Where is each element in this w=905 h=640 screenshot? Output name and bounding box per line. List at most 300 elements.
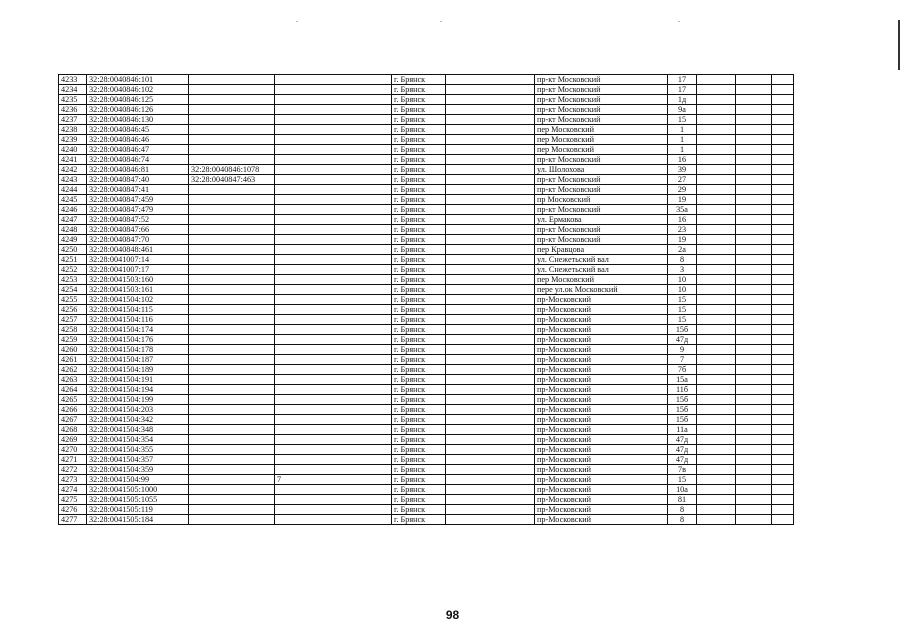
house-number-cell: 11а	[668, 425, 697, 435]
extra-cell	[275, 275, 392, 285]
extra-cell	[275, 85, 392, 95]
cadastral-number-cell: 32:28:0040847:66	[87, 225, 189, 235]
cadastral-number-cell: 32:28:0040846:126	[87, 105, 189, 115]
row-number-cell: 4266	[59, 405, 87, 415]
scan-edge-rule	[898, 20, 900, 70]
street-cell: пр-Московский	[535, 495, 668, 505]
empty-cell	[697, 165, 736, 175]
row-number-cell: 4245	[59, 195, 87, 205]
cadastral-number-cell: 32:28:0040847:70	[87, 235, 189, 245]
empty-cell	[736, 275, 772, 285]
previous-cadastral-cell	[189, 335, 275, 345]
empty-cell	[772, 275, 794, 285]
table-row	[59, 505, 794, 515]
row-number-cell: 4251	[59, 255, 87, 265]
city-cell: г. Брянск	[392, 445, 446, 455]
previous-cadastral-cell	[189, 425, 275, 435]
house-number-cell: 16	[668, 155, 697, 165]
empty-cell	[697, 245, 736, 255]
house-number-cell: 39	[668, 165, 697, 175]
extra-cell	[275, 195, 392, 205]
empty-cell	[772, 435, 794, 445]
street-cell: пр-кт Московский	[535, 175, 668, 185]
house-number-cell: 17	[668, 75, 697, 85]
city-cell: г. Брянск	[392, 305, 446, 315]
empty-cell	[697, 335, 736, 345]
cadastral-number-cell: 32:28:0040846:101	[87, 75, 189, 85]
house-number-cell: 17	[668, 85, 697, 95]
cadastral-number-cell: 32:28:0040846:81	[87, 165, 189, 175]
scan-artifact	[440, 21, 442, 22]
empty-cell	[697, 305, 736, 315]
empty-cell	[772, 255, 794, 265]
extra-cell	[275, 325, 392, 335]
empty-cell	[697, 185, 736, 195]
previous-cadastral-cell	[189, 495, 275, 505]
city-cell: г. Брянск	[392, 455, 446, 465]
street-cell: ул. Ермакова	[535, 215, 668, 225]
cadastral-number-cell: 32:28:0041505:1055	[87, 495, 189, 505]
empty-cell	[697, 495, 736, 505]
cadastral-number-cell: 32:28:0041504:203	[87, 405, 189, 415]
city-cell: г. Брянск	[392, 75, 446, 85]
empty-cell	[736, 355, 772, 365]
empty-cell	[772, 285, 794, 295]
city-cell: г. Брянск	[392, 125, 446, 135]
street-cell: пр-Московский	[535, 335, 668, 345]
empty-cell	[772, 125, 794, 135]
extra-cell	[275, 225, 392, 235]
extra-cell	[275, 135, 392, 145]
previous-cadastral-cell	[189, 205, 275, 215]
row-number-cell: 4273	[59, 475, 87, 485]
previous-cadastral-cell	[189, 305, 275, 315]
extra-cell	[275, 395, 392, 405]
row-number-cell: 4274	[59, 485, 87, 495]
house-number-cell: 15	[668, 315, 697, 325]
district-cell	[446, 85, 535, 95]
empty-cell	[697, 285, 736, 295]
extra-cell	[275, 495, 392, 505]
empty-cell	[772, 265, 794, 275]
table-row	[59, 85, 794, 95]
street-cell: пер Московский	[535, 275, 668, 285]
empty-cell	[772, 415, 794, 425]
extra-cell	[275, 485, 392, 495]
table-row	[59, 385, 794, 395]
city-cell: г. Брянск	[392, 405, 446, 415]
street-cell: пр-кт Московский	[535, 235, 668, 245]
empty-cell	[697, 315, 736, 325]
empty-cell	[772, 105, 794, 115]
row-number-cell: 4253	[59, 275, 87, 285]
extra-cell	[275, 365, 392, 375]
empty-cell	[736, 375, 772, 385]
district-cell	[446, 395, 535, 405]
street-cell: пр-Московский	[535, 475, 668, 485]
previous-cadastral-cell	[189, 125, 275, 135]
empty-cell	[736, 265, 772, 275]
city-cell: г. Брянск	[392, 95, 446, 105]
city-cell: г. Брянск	[392, 475, 446, 485]
empty-cell	[736, 165, 772, 175]
table-row	[59, 335, 794, 345]
table-row	[59, 375, 794, 385]
extra-cell	[275, 465, 392, 475]
table-row	[59, 245, 794, 255]
empty-cell	[772, 85, 794, 95]
row-number-cell: 4272	[59, 465, 87, 475]
table-row	[59, 485, 794, 495]
empty-cell	[772, 365, 794, 375]
empty-cell	[697, 465, 736, 475]
previous-cadastral-cell	[189, 355, 275, 365]
empty-cell	[772, 175, 794, 185]
empty-cell	[697, 325, 736, 335]
cadastral-number-cell: 32:28:0040847:40	[87, 175, 189, 185]
row-number-cell: 4271	[59, 455, 87, 465]
empty-cell	[697, 385, 736, 395]
empty-cell	[697, 155, 736, 165]
cadastral-number-cell: 32:28:0041504:357	[87, 455, 189, 465]
previous-cadastral-cell	[189, 345, 275, 355]
street-cell: пр-Московский	[535, 485, 668, 495]
empty-cell	[772, 345, 794, 355]
house-number-cell: 47д	[668, 455, 697, 465]
previous-cadastral-cell	[189, 85, 275, 95]
empty-cell	[736, 195, 772, 205]
row-number-cell: 4252	[59, 265, 87, 275]
house-number-cell: 27	[668, 175, 697, 185]
cadastral-number-cell: 32:28:0040846:130	[87, 115, 189, 125]
street-cell: пр-Московский	[535, 325, 668, 335]
row-number-cell: 4262	[59, 365, 87, 375]
table-row	[59, 235, 794, 245]
empty-cell	[736, 445, 772, 455]
table-row	[59, 215, 794, 225]
cadastral-number-cell: 32:28:0041504:191	[87, 375, 189, 385]
district-cell	[446, 165, 535, 175]
empty-cell	[697, 255, 736, 265]
district-cell	[446, 125, 535, 135]
empty-cell	[736, 515, 772, 525]
city-cell: г. Брянск	[392, 495, 446, 505]
table-body	[59, 75, 794, 525]
empty-cell	[697, 235, 736, 245]
empty-cell	[697, 395, 736, 405]
table-row	[59, 285, 794, 295]
extra-cell	[275, 185, 392, 195]
city-cell: г. Брянск	[392, 285, 446, 295]
empty-cell	[772, 515, 794, 525]
street-cell: пр-Московский	[535, 435, 668, 445]
row-number-cell: 4263	[59, 375, 87, 385]
house-number-cell: 16	[668, 215, 697, 225]
house-number-cell: 10а	[668, 485, 697, 495]
empty-cell	[697, 95, 736, 105]
row-number-cell: 4259	[59, 335, 87, 345]
previous-cadastral-cell	[189, 505, 275, 515]
table-row	[59, 405, 794, 415]
empty-cell	[736, 335, 772, 345]
house-number-cell: 29	[668, 185, 697, 195]
row-number-cell: 4265	[59, 395, 87, 405]
district-cell	[446, 335, 535, 345]
cadastral-number-cell: 32:28:0041504:354	[87, 435, 189, 445]
extra-cell	[275, 505, 392, 515]
street-cell: пр-Московский	[535, 515, 668, 525]
empty-cell	[697, 225, 736, 235]
empty-cell	[736, 505, 772, 515]
empty-cell	[697, 405, 736, 415]
district-cell	[446, 205, 535, 215]
house-number-cell: 1д	[668, 95, 697, 105]
street-cell: пр-Московский	[535, 375, 668, 385]
previous-cadastral-cell	[189, 185, 275, 195]
empty-cell	[736, 175, 772, 185]
cadastral-number-cell: 32:28:0041504:99	[87, 475, 189, 485]
empty-cell	[772, 475, 794, 485]
street-cell: пр-Московский	[535, 425, 668, 435]
empty-cell	[736, 235, 772, 245]
empty-cell	[736, 345, 772, 355]
cadastral-number-cell: 32:28:0040846:102	[87, 85, 189, 95]
house-number-cell: 8	[668, 515, 697, 525]
table-row	[59, 115, 794, 125]
cadastral-number-cell: 32:28:0041007:14	[87, 255, 189, 265]
extra-cell	[275, 515, 392, 525]
cadastral-number-cell: 32:28:0040846:74	[87, 155, 189, 165]
previous-cadastral-cell	[189, 395, 275, 405]
district-cell	[446, 495, 535, 505]
district-cell	[446, 95, 535, 105]
district-cell	[446, 235, 535, 245]
cadastral-number-cell: 32:28:0041504:116	[87, 315, 189, 325]
empty-cell	[736, 135, 772, 145]
district-cell	[446, 145, 535, 155]
previous-cadastral-cell	[189, 235, 275, 245]
empty-cell	[772, 325, 794, 335]
table-row	[59, 435, 794, 445]
city-cell: г. Брянск	[392, 265, 446, 275]
city-cell: г. Брянск	[392, 195, 446, 205]
empty-cell	[736, 475, 772, 485]
empty-cell	[697, 485, 736, 495]
district-cell	[446, 405, 535, 415]
city-cell: г. Брянск	[392, 225, 446, 235]
table-row	[59, 205, 794, 215]
previous-cadastral-cell	[189, 475, 275, 485]
house-number-cell: 7в	[668, 465, 697, 475]
cadastral-number-cell: 32:28:0041504:174	[87, 325, 189, 335]
empty-cell	[772, 295, 794, 305]
extra-cell	[275, 305, 392, 315]
empty-cell	[697, 85, 736, 95]
empty-cell	[736, 75, 772, 85]
row-number-cell: 4242	[59, 165, 87, 175]
previous-cadastral-cell	[189, 415, 275, 425]
cadastral-number-cell: 32:28:0040847:41	[87, 185, 189, 195]
empty-cell	[772, 215, 794, 225]
previous-cadastral-cell	[189, 445, 275, 455]
cadastral-number-cell: 32:28:0041504:176	[87, 335, 189, 345]
row-number-cell: 4276	[59, 505, 87, 515]
empty-cell	[772, 205, 794, 215]
city-cell: г. Брянск	[392, 465, 446, 475]
row-number-cell: 4239	[59, 135, 87, 145]
street-cell: пер Московский	[535, 135, 668, 145]
district-cell	[446, 115, 535, 125]
street-cell: пр-Московский	[535, 395, 668, 405]
extra-cell	[275, 145, 392, 155]
cadastral-number-cell: 32:28:0041505:1000	[87, 485, 189, 495]
district-cell	[446, 515, 535, 525]
row-number-cell: 4270	[59, 445, 87, 455]
house-number-cell: 15б	[668, 395, 697, 405]
street-cell: пере ул.ок Московский	[535, 285, 668, 295]
previous-cadastral-cell	[189, 265, 275, 275]
table-row	[59, 495, 794, 505]
street-cell: ул. Снежетьский вал	[535, 255, 668, 265]
city-cell: г. Брянск	[392, 235, 446, 245]
city-cell: г. Брянск	[392, 345, 446, 355]
district-cell	[446, 455, 535, 465]
extra-cell	[275, 405, 392, 415]
house-number-cell: 15	[668, 115, 697, 125]
cadastral-number-cell: 32:28:0041504:348	[87, 425, 189, 435]
previous-cadastral-cell	[189, 375, 275, 385]
street-cell: пр-Московский	[535, 345, 668, 355]
city-cell: г. Брянск	[392, 325, 446, 335]
empty-cell	[772, 395, 794, 405]
table-row	[59, 295, 794, 305]
empty-cell	[697, 195, 736, 205]
empty-cell	[736, 95, 772, 105]
empty-cell	[772, 385, 794, 395]
empty-cell	[736, 115, 772, 125]
table-row	[59, 415, 794, 425]
street-cell: пр Московский	[535, 195, 668, 205]
row-number-cell: 4243	[59, 175, 87, 185]
house-number-cell: 1	[668, 125, 697, 135]
previous-cadastral-cell	[189, 105, 275, 115]
empty-cell	[772, 315, 794, 325]
district-cell	[446, 365, 535, 375]
city-cell: г. Брянск	[392, 165, 446, 175]
empty-cell	[772, 155, 794, 165]
empty-cell	[772, 135, 794, 145]
row-number-cell: 4250	[59, 245, 87, 255]
extra-cell	[275, 255, 392, 265]
previous-cadastral-cell	[189, 325, 275, 335]
extra-cell	[275, 345, 392, 355]
empty-cell	[736, 255, 772, 265]
street-cell: пр-Московский	[535, 445, 668, 455]
city-cell: г. Брянск	[392, 395, 446, 405]
cadastral-number-cell: 32:28:0040847:52	[87, 215, 189, 225]
cadastral-number-cell: 32:28:0041504:359	[87, 465, 189, 475]
empty-cell	[697, 105, 736, 115]
cadastral-number-cell: 32:28:0041504:199	[87, 395, 189, 405]
empty-cell	[772, 485, 794, 495]
empty-cell	[736, 385, 772, 395]
city-cell: г. Брянск	[392, 385, 446, 395]
house-number-cell: 19	[668, 235, 697, 245]
district-cell	[446, 325, 535, 335]
city-cell: г. Брянск	[392, 185, 446, 195]
city-cell: г. Брянск	[392, 175, 446, 185]
empty-cell	[736, 145, 772, 155]
previous-cadastral-cell	[189, 285, 275, 295]
city-cell: г. Брянск	[392, 485, 446, 495]
street-cell: пр-Московский	[535, 405, 668, 415]
row-number-cell: 4256	[59, 305, 87, 315]
table-row	[59, 225, 794, 235]
empty-cell	[697, 205, 736, 215]
street-cell: пр-Московский	[535, 305, 668, 315]
house-number-cell: 81	[668, 495, 697, 505]
district-cell	[446, 485, 535, 495]
previous-cadastral-cell	[189, 365, 275, 375]
row-number-cell: 4246	[59, 205, 87, 215]
empty-cell	[736, 285, 772, 295]
row-number-cell: 4249	[59, 235, 87, 245]
district-cell	[446, 355, 535, 365]
extra-cell	[275, 265, 392, 275]
table-row	[59, 75, 794, 85]
empty-cell	[772, 355, 794, 365]
empty-cell	[772, 195, 794, 205]
empty-cell	[772, 75, 794, 85]
cadastral-number-cell: 32:28:0040846:125	[87, 95, 189, 105]
city-cell: г. Брянск	[392, 135, 446, 145]
extra-cell: 7	[275, 475, 392, 485]
scan-artifact	[678, 21, 680, 22]
row-number-cell: 4236	[59, 105, 87, 115]
previous-cadastral-cell	[189, 455, 275, 465]
previous-cadastral-cell	[189, 385, 275, 395]
city-cell: г. Брянск	[392, 335, 446, 345]
cadastral-number-cell: 32:28:0041007:17	[87, 265, 189, 275]
street-cell: пр-Московский	[535, 295, 668, 305]
empty-cell	[736, 225, 772, 235]
cadastral-number-cell: 32:28:0041503:160	[87, 275, 189, 285]
row-number-cell: 4258	[59, 325, 87, 335]
extra-cell	[275, 115, 392, 125]
row-number-cell: 4255	[59, 295, 87, 305]
house-number-cell: 15	[668, 295, 697, 305]
row-number-cell: 4240	[59, 145, 87, 155]
house-number-cell: 8	[668, 255, 697, 265]
table-row	[59, 475, 794, 485]
cadastral-number-cell: 32:28:0041504:178	[87, 345, 189, 355]
empty-cell	[772, 335, 794, 345]
empty-cell	[697, 355, 736, 365]
cadastral-number-cell: 32:28:0040846:47	[87, 145, 189, 155]
extra-cell	[275, 205, 392, 215]
table-row	[59, 105, 794, 115]
city-cell: г. Брянск	[392, 205, 446, 215]
extra-cell	[275, 315, 392, 325]
document-page	[58, 74, 794, 525]
city-cell: г. Брянск	[392, 115, 446, 125]
street-cell: пер Московский	[535, 125, 668, 135]
street-cell: ул. Снежетьский вал	[535, 265, 668, 275]
street-cell: пр-Московский	[535, 505, 668, 515]
row-number-cell: 4268	[59, 425, 87, 435]
cadastral-number-cell: 32:28:0040847:479	[87, 205, 189, 215]
city-cell: г. Брянск	[392, 145, 446, 155]
